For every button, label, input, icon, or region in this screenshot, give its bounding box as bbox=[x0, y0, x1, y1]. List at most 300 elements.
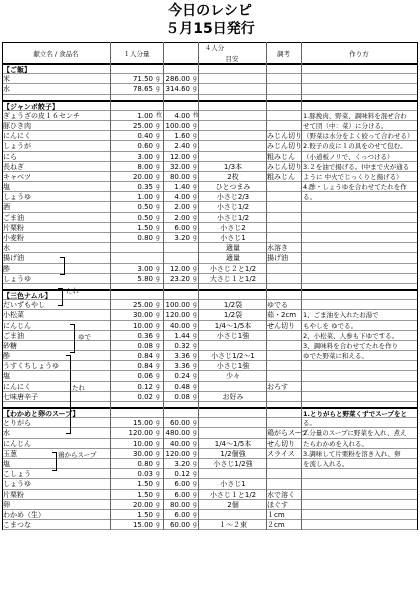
method-step: 3、調味料を合わせてたれを作り bbox=[303, 341, 399, 350]
prep-note: せん切り bbox=[267, 321, 295, 330]
amount-four-people: 0.24 bbox=[174, 372, 190, 381]
bracket-line bbox=[70, 324, 75, 353]
ingredient-name: 片栗粉 bbox=[3, 223, 24, 232]
table-row bbox=[2, 131, 417, 141]
amount-per-person: 1.00 bbox=[137, 193, 153, 202]
amount-unit: g bbox=[156, 132, 160, 140]
prep-note: １cm bbox=[267, 510, 285, 519]
amount-per-person: 0.08 bbox=[137, 341, 153, 350]
table-row bbox=[2, 152, 417, 162]
amount-four-people: 80.00 bbox=[169, 172, 190, 181]
prep-note: みじん切り bbox=[267, 142, 302, 151]
amount-four-unit: g bbox=[193, 362, 197, 370]
amount-four-people: 0.08 bbox=[174, 392, 190, 401]
amount-four-people: 32.00 bbox=[169, 162, 190, 171]
amount-four-unit: g bbox=[193, 234, 197, 241]
amount-four-unit: g bbox=[193, 490, 197, 498]
amount-unit: g bbox=[156, 372, 160, 380]
amount-four-unit: g bbox=[193, 429, 197, 437]
ingredient-name: にら bbox=[3, 152, 17, 161]
amount-four-unit: g bbox=[193, 459, 197, 467]
ingredient-name: しょうゆ bbox=[3, 193, 31, 202]
measure-guide: 小さじ2/3 bbox=[216, 193, 250, 202]
amount-per-person: 1.50 bbox=[137, 510, 153, 519]
table-row bbox=[2, 111, 417, 121]
measure-guide: 小さじ2 bbox=[220, 223, 246, 232]
amount-four-people: 286.00 bbox=[165, 75, 190, 84]
ingredient-name: ごま油 bbox=[3, 213, 24, 222]
amount-unit: g bbox=[156, 480, 160, 488]
amount-four-people: 6.00 bbox=[174, 490, 190, 499]
amount-four-people: 120.00 bbox=[165, 449, 190, 458]
ingredient-name: 片栗粉 bbox=[3, 490, 24, 499]
amount-per-person: 0.12 bbox=[137, 382, 153, 391]
prep-note: 水溶き bbox=[267, 244, 288, 253]
amount-four-people: 12.00 bbox=[169, 152, 190, 161]
amount-unit: g bbox=[156, 341, 160, 349]
column-divider bbox=[266, 42, 267, 530]
method-step: 2、小松菜、人参も下ゆでする。 bbox=[303, 331, 399, 340]
column-divider bbox=[301, 42, 302, 530]
amount-four-people: 120.00 bbox=[165, 311, 190, 320]
section-header bbox=[2, 290, 417, 300]
measure-guide: 2個 bbox=[227, 500, 239, 509]
header-four-people: ４人分 bbox=[204, 44, 225, 52]
amount-four-people: 60.00 bbox=[169, 521, 190, 530]
amount-per-person: 1.50 bbox=[137, 223, 153, 232]
amount-four-unit: g bbox=[193, 439, 197, 447]
amount-four-unit: g bbox=[193, 521, 197, 529]
measure-guide: 1/4～1/5本 bbox=[214, 321, 252, 330]
ingredient-name: 砂糖 bbox=[3, 341, 17, 350]
amount-four-unit: g bbox=[193, 311, 197, 319]
prep-note: おろす bbox=[267, 382, 288, 391]
amount-four-people: 6.00 bbox=[174, 510, 190, 519]
table-row bbox=[2, 213, 417, 223]
amount-per-person: 0.80 bbox=[137, 459, 153, 468]
amount-four-people: 4.00 bbox=[174, 193, 190, 202]
method-step: 1.豚挽肉、野菜、調味料を混ぜ合わ bbox=[303, 111, 407, 120]
amount-four-unit: g bbox=[193, 500, 197, 508]
method-step: せて団（中：菜）に分ける。 bbox=[303, 121, 388, 130]
table-row bbox=[2, 300, 417, 310]
header-method: 作り方 bbox=[349, 50, 369, 58]
amount-four-unit: g bbox=[193, 372, 197, 380]
amount-unit: g bbox=[156, 121, 160, 129]
amount-per-person: 0.40 bbox=[137, 132, 153, 141]
amount-per-person: 0.50 bbox=[137, 213, 153, 222]
measure-guide: 小さじ２と1/2 bbox=[209, 264, 257, 273]
header-guide: 目安 bbox=[225, 55, 239, 63]
amount-four-unit: g bbox=[193, 274, 197, 282]
table-row bbox=[2, 223, 417, 233]
amount-four-unit: g bbox=[193, 341, 197, 349]
measure-guide: 小さじ1 bbox=[220, 234, 246, 242]
amount-unit: g bbox=[156, 142, 160, 150]
amount-per-person: 3.00 bbox=[137, 152, 153, 161]
ingredient-name: 【わかめと卵のスープ】 bbox=[3, 410, 80, 418]
amount-four-unit: g bbox=[193, 223, 197, 231]
ingredient-name: にんじん bbox=[3, 439, 31, 448]
method-step: る。 bbox=[303, 193, 316, 202]
bracket-line bbox=[58, 288, 63, 306]
measure-guide: 適量 bbox=[226, 244, 240, 253]
amount-four-people: 40.00 bbox=[169, 321, 190, 330]
bracket-line bbox=[66, 355, 71, 434]
ingredient-name: 水 bbox=[3, 429, 10, 438]
column-divider bbox=[2, 42, 3, 530]
table-row bbox=[2, 233, 417, 243]
ingredient-name: 七味唐辛子 bbox=[3, 392, 38, 401]
amount-unit: g bbox=[156, 500, 160, 508]
measure-guide: 適量 bbox=[226, 254, 240, 263]
amount-four-people: 3.20 bbox=[174, 459, 190, 468]
amount-four-unit: g bbox=[193, 213, 197, 221]
ingredient-name: 塩 bbox=[3, 372, 10, 381]
tare-label: たれ bbox=[72, 384, 85, 392]
ingredient-name: 玉葱 bbox=[3, 449, 17, 458]
amount-four-people: 480.00 bbox=[165, 429, 190, 438]
method-step: ゆでた野菜に和える。 bbox=[303, 352, 368, 361]
amount-unit: g bbox=[156, 223, 160, 231]
measure-guide: 1/4～1/5本 bbox=[214, 439, 252, 448]
ingredient-name: 豚ひき肉 bbox=[3, 121, 31, 130]
amount-four-people: 40.00 bbox=[169, 439, 190, 448]
measure-guide: 1/3本 bbox=[223, 162, 243, 171]
amount-per-person: 15.00 bbox=[132, 419, 153, 428]
amount-unit: g bbox=[156, 419, 160, 427]
amount-four-unit: g bbox=[193, 392, 197, 400]
amount-unit: g bbox=[156, 203, 160, 211]
amount-per-person: 20.00 bbox=[132, 172, 153, 181]
ingredient-name: 塩 bbox=[3, 459, 10, 468]
amount-unit: g bbox=[156, 362, 160, 370]
issue-date: ５月15日発行 bbox=[165, 21, 255, 37]
amount-unit: g bbox=[156, 172, 160, 180]
amount-unit: g bbox=[156, 85, 160, 93]
amount-four-people: 3.20 bbox=[174, 234, 190, 242]
amount-four-unit: g bbox=[193, 172, 197, 180]
amount-unit: g bbox=[156, 490, 160, 498]
amount-per-person: 0.80 bbox=[137, 234, 153, 242]
amount-unit: g bbox=[156, 321, 160, 329]
amount-per-person: 0.35 bbox=[137, 183, 153, 192]
amount-per-person: 0.02 bbox=[137, 392, 153, 401]
column-divider bbox=[110, 42, 111, 530]
table-row bbox=[2, 510, 417, 520]
amount-per-person: 1.00 bbox=[137, 111, 153, 120]
amount-four-unit: g bbox=[193, 321, 197, 329]
method-step: （小道板ノリで、くっつける） bbox=[303, 152, 394, 161]
method-step: （野菜は水分をよく絞って合わせる） bbox=[303, 132, 414, 141]
amount-unit: g bbox=[156, 264, 160, 272]
amount-four-people: 2.40 bbox=[174, 142, 190, 151]
amount-per-person: 71.50 bbox=[132, 75, 153, 84]
method-step: 4.酢・しょうゆを合わせてたれを作 bbox=[303, 183, 407, 192]
amount-four-people: 1.44 bbox=[174, 331, 190, 340]
amount-unit: g bbox=[156, 459, 160, 467]
amount-unit: g bbox=[156, 234, 160, 241]
amount-four-people: 0.12 bbox=[174, 470, 190, 479]
method-step: 3.２を油で揚げる。(中まで火が通る bbox=[303, 162, 410, 171]
ingredient-name: こまつな bbox=[3, 521, 31, 530]
table-row bbox=[2, 520, 417, 530]
table-row bbox=[2, 500, 417, 510]
measure-guide: 小さじ1/2強 bbox=[213, 459, 253, 468]
table-row bbox=[2, 310, 417, 320]
amount-four-people: 1.60 bbox=[174, 132, 190, 141]
amount-four-people: 100.00 bbox=[165, 301, 190, 310]
amount-four-people: 60.00 bbox=[169, 419, 190, 428]
boil-label: ゆで bbox=[78, 333, 91, 341]
ingredient-name: 小麦粉 bbox=[3, 234, 24, 242]
amount-per-person: 30.00 bbox=[132, 449, 153, 458]
amount-per-person: 1.50 bbox=[137, 490, 153, 499]
amount-four-people: 6.00 bbox=[174, 480, 190, 489]
table-row bbox=[2, 202, 417, 212]
section-header bbox=[2, 101, 417, 111]
ingredient-name: だいずもやし bbox=[3, 301, 45, 310]
ingredient-name: にんにく bbox=[3, 132, 31, 141]
amount-per-person: 120.00 bbox=[128, 429, 153, 438]
table-row bbox=[2, 382, 417, 392]
amount-per-person: 0.36 bbox=[137, 331, 153, 340]
method-step: たらわかめを入れる。 bbox=[303, 439, 368, 448]
table-row bbox=[2, 469, 417, 479]
amount-four-unit: g bbox=[193, 470, 197, 478]
ingredient-name: 揚げ油 bbox=[3, 254, 24, 263]
measure-guide: 少々 bbox=[226, 372, 240, 381]
amount-unit: g bbox=[156, 382, 160, 390]
amount-per-person: 0.84 bbox=[137, 362, 153, 371]
amount-four-unit: g bbox=[193, 352, 197, 360]
column-divider bbox=[163, 42, 164, 530]
table-row bbox=[2, 392, 417, 402]
amount-unit: g bbox=[156, 449, 160, 457]
amount-four-people: 6.00 bbox=[174, 223, 190, 232]
amount-four-unit: g bbox=[193, 203, 197, 211]
ingredient-name: 酢 bbox=[3, 264, 10, 273]
table-row bbox=[2, 141, 417, 151]
ingredient-name: にんにく bbox=[3, 382, 31, 391]
ingredient-name: 水 bbox=[3, 85, 10, 94]
ingredient-name: 酒 bbox=[3, 203, 10, 212]
amount-unit: g bbox=[156, 274, 160, 282]
prep-note: せん切り bbox=[267, 439, 295, 448]
measure-guide: 小さじ1/2～1 bbox=[211, 352, 255, 361]
amount-four-unit: g bbox=[193, 142, 197, 150]
amount-four-people: 0.48 bbox=[174, 382, 190, 391]
amount-per-person: 0.06 bbox=[137, 372, 153, 381]
amount-four-people: 2.00 bbox=[174, 203, 190, 212]
header-per-person: １人分量 bbox=[123, 50, 150, 58]
amount-unit: g bbox=[156, 331, 160, 339]
prep-note: 揚げ油 bbox=[267, 254, 288, 263]
amount-four-people: 100.00 bbox=[165, 121, 190, 130]
prep-note: みじん切り bbox=[267, 162, 302, 171]
ingredient-name: 長ねぎ bbox=[3, 162, 24, 171]
amount-four-unit: g bbox=[193, 193, 197, 201]
amount-unit: g bbox=[156, 439, 160, 447]
amount-four-unit: g bbox=[193, 480, 197, 488]
ingredient-name: しょうゆ bbox=[3, 480, 31, 489]
ingredient-name: 小松菜 bbox=[3, 311, 24, 320]
ingredient-name: とりがら bbox=[3, 419, 31, 428]
table-row bbox=[2, 172, 417, 182]
amount-per-person: 15.00 bbox=[132, 521, 153, 530]
amount-per-person: 10.00 bbox=[132, 321, 153, 330]
amount-per-person: 1.50 bbox=[137, 480, 153, 489]
section-header bbox=[2, 408, 417, 418]
ingredient-name: 【三色ナムル】 bbox=[3, 291, 52, 300]
amount-unit: g bbox=[156, 193, 160, 201]
method-step: 3.調味して片栗粉を溶き入れ、卵 bbox=[303, 449, 401, 458]
amount-four-unit: g bbox=[193, 382, 197, 390]
prep-note: 粗みじん bbox=[267, 152, 295, 161]
ingredient-name: 米 bbox=[3, 75, 10, 84]
amount-unit: g bbox=[156, 301, 160, 309]
ingredient-name: ぎょうざの皮１６センチ bbox=[3, 111, 80, 120]
stock-label: 鶏からスープ bbox=[58, 451, 97, 459]
ingredient-name: しょうが bbox=[3, 142, 31, 151]
prep-note: 鶏がらスープ bbox=[267, 429, 309, 438]
ingredient-name: ごま油 bbox=[3, 331, 24, 340]
table-row bbox=[2, 341, 417, 351]
amount-four-unit: g bbox=[193, 132, 197, 140]
table-row bbox=[2, 182, 417, 192]
amount-four-unit: g bbox=[193, 264, 197, 272]
amount-four-unit: g bbox=[193, 162, 197, 170]
amount-four-people: 1.40 bbox=[174, 183, 190, 192]
amount-per-person: 30.00 bbox=[132, 311, 153, 320]
table-row bbox=[2, 84, 417, 94]
ingredient-name: 【ジャンボ餃子】 bbox=[3, 102, 59, 111]
prep-note: ゆでる bbox=[267, 301, 288, 310]
amount-per-person: 0.50 bbox=[137, 203, 153, 212]
measure-guide: 2枚 bbox=[227, 172, 239, 181]
amount-four-people: 3.36 bbox=[174, 352, 190, 361]
amount-four-unit: g bbox=[193, 449, 197, 457]
method-step: 2.餃子の皮に１の具をのせて包む。 bbox=[303, 142, 407, 151]
amount-per-person: 8.00 bbox=[137, 162, 153, 171]
amount-four-people: 80.00 bbox=[169, 500, 190, 509]
amount-unit: g bbox=[156, 470, 160, 478]
ingredient-name: 酢 bbox=[3, 352, 10, 361]
measure-guide: 小さじ１と1/2 bbox=[209, 490, 257, 499]
ingredient-name: 水 bbox=[3, 244, 10, 253]
table-row bbox=[2, 274, 417, 284]
amount-unit: g bbox=[156, 183, 160, 191]
measure-guide: 1/2袋 bbox=[223, 301, 243, 310]
measure-guide: 小さじ1強 bbox=[216, 362, 250, 371]
ingredient-name: 【ご飯】 bbox=[3, 66, 31, 74]
table-row bbox=[2, 243, 417, 253]
amount-four-unit: g bbox=[193, 85, 197, 93]
amount-four-people: 2.00 bbox=[174, 213, 190, 222]
method-step: を流し入れる。 bbox=[303, 459, 349, 468]
amount-unit: g bbox=[156, 162, 160, 170]
amount-unit: g bbox=[156, 521, 160, 529]
amount-per-person: 0.60 bbox=[137, 142, 153, 151]
table-row bbox=[2, 331, 417, 341]
bracket-line bbox=[60, 257, 65, 275]
table-header bbox=[2, 42, 417, 64]
prep-note: ２cm bbox=[267, 521, 285, 530]
prep-note: みじん切り bbox=[267, 132, 302, 141]
amount-four-unit: 枚 bbox=[193, 111, 200, 119]
table-row bbox=[2, 418, 417, 428]
amount-four-unit: g bbox=[193, 75, 197, 83]
prep-note: 水で溶く bbox=[267, 490, 295, 499]
amount-unit: g bbox=[156, 311, 160, 319]
amount-per-person: 0.84 bbox=[137, 352, 153, 361]
table-row bbox=[2, 351, 417, 361]
method-step: る。 bbox=[303, 419, 316, 428]
section-header bbox=[2, 64, 417, 74]
amount-four-people: 314.60 bbox=[165, 85, 190, 94]
table-row bbox=[2, 121, 417, 131]
prep-note: スライス bbox=[267, 449, 295, 458]
amount-four-unit: g bbox=[193, 419, 197, 427]
table-row bbox=[2, 321, 417, 331]
measure-guide: お好み bbox=[222, 392, 244, 401]
ingredient-name: わかめ（生） bbox=[3, 510, 45, 519]
amount-per-person: 25.00 bbox=[132, 121, 153, 130]
amount-unit: 枚 bbox=[156, 111, 163, 119]
ingredient-name: にんじん bbox=[3, 321, 31, 330]
table-row bbox=[2, 361, 417, 371]
amount-four-people: 12.00 bbox=[169, 264, 190, 273]
amount-four-people: 0.32 bbox=[174, 341, 190, 350]
amount-per-person: 25.00 bbox=[132, 301, 153, 310]
table-row bbox=[2, 490, 417, 500]
amount-per-person: 0.03 bbox=[137, 470, 153, 479]
amount-unit: g bbox=[156, 352, 160, 360]
amount-unit: g bbox=[156, 510, 160, 518]
prep-note: ほぐす bbox=[267, 500, 288, 509]
measure-guide: 小さじ1/2 bbox=[216, 203, 250, 212]
amount-four-people: 4.00 bbox=[174, 111, 190, 120]
prep-note: 粗みじん bbox=[267, 172, 295, 181]
amount-per-person: 3.00 bbox=[137, 264, 153, 273]
amount-four-people: 23.20 bbox=[169, 274, 190, 283]
amount-four-unit: g bbox=[193, 152, 197, 160]
amount-per-person: 5.80 bbox=[137, 274, 153, 283]
method-step: 1、ごま油を入れたお湯で bbox=[303, 311, 379, 320]
method-step: 2.分量のスープに野菜を入れ、煮え bbox=[303, 429, 407, 438]
table-row bbox=[2, 439, 417, 449]
measure-guide: 小さじ1 bbox=[220, 480, 246, 489]
table-row bbox=[2, 459, 417, 469]
amount-four-people: 3.36 bbox=[174, 362, 190, 371]
ingredient-name: 塩 bbox=[3, 183, 10, 192]
ingredient-name: 卵 bbox=[3, 500, 10, 509]
table-row bbox=[2, 479, 417, 489]
measure-guide: 1/2袋 bbox=[223, 311, 243, 320]
column-divider bbox=[198, 42, 199, 530]
measure-guide: 大さじ１と1/2 bbox=[209, 274, 257, 283]
ingredient-name: うすくちしょうゆ bbox=[3, 362, 59, 371]
bracket-line bbox=[52, 452, 57, 471]
prep-note: 茹・2cm bbox=[267, 311, 297, 320]
ingredient-name: しょうゆ bbox=[3, 274, 31, 283]
method-step: ように 中火でじっくりと揚げる） bbox=[303, 172, 403, 181]
amount-unit: g bbox=[156, 152, 160, 160]
measure-guide: 小さじ1強 bbox=[216, 331, 250, 340]
table-row bbox=[2, 428, 417, 438]
table-row bbox=[2, 192, 417, 202]
page-title: 今日のレシピ bbox=[168, 3, 252, 19]
